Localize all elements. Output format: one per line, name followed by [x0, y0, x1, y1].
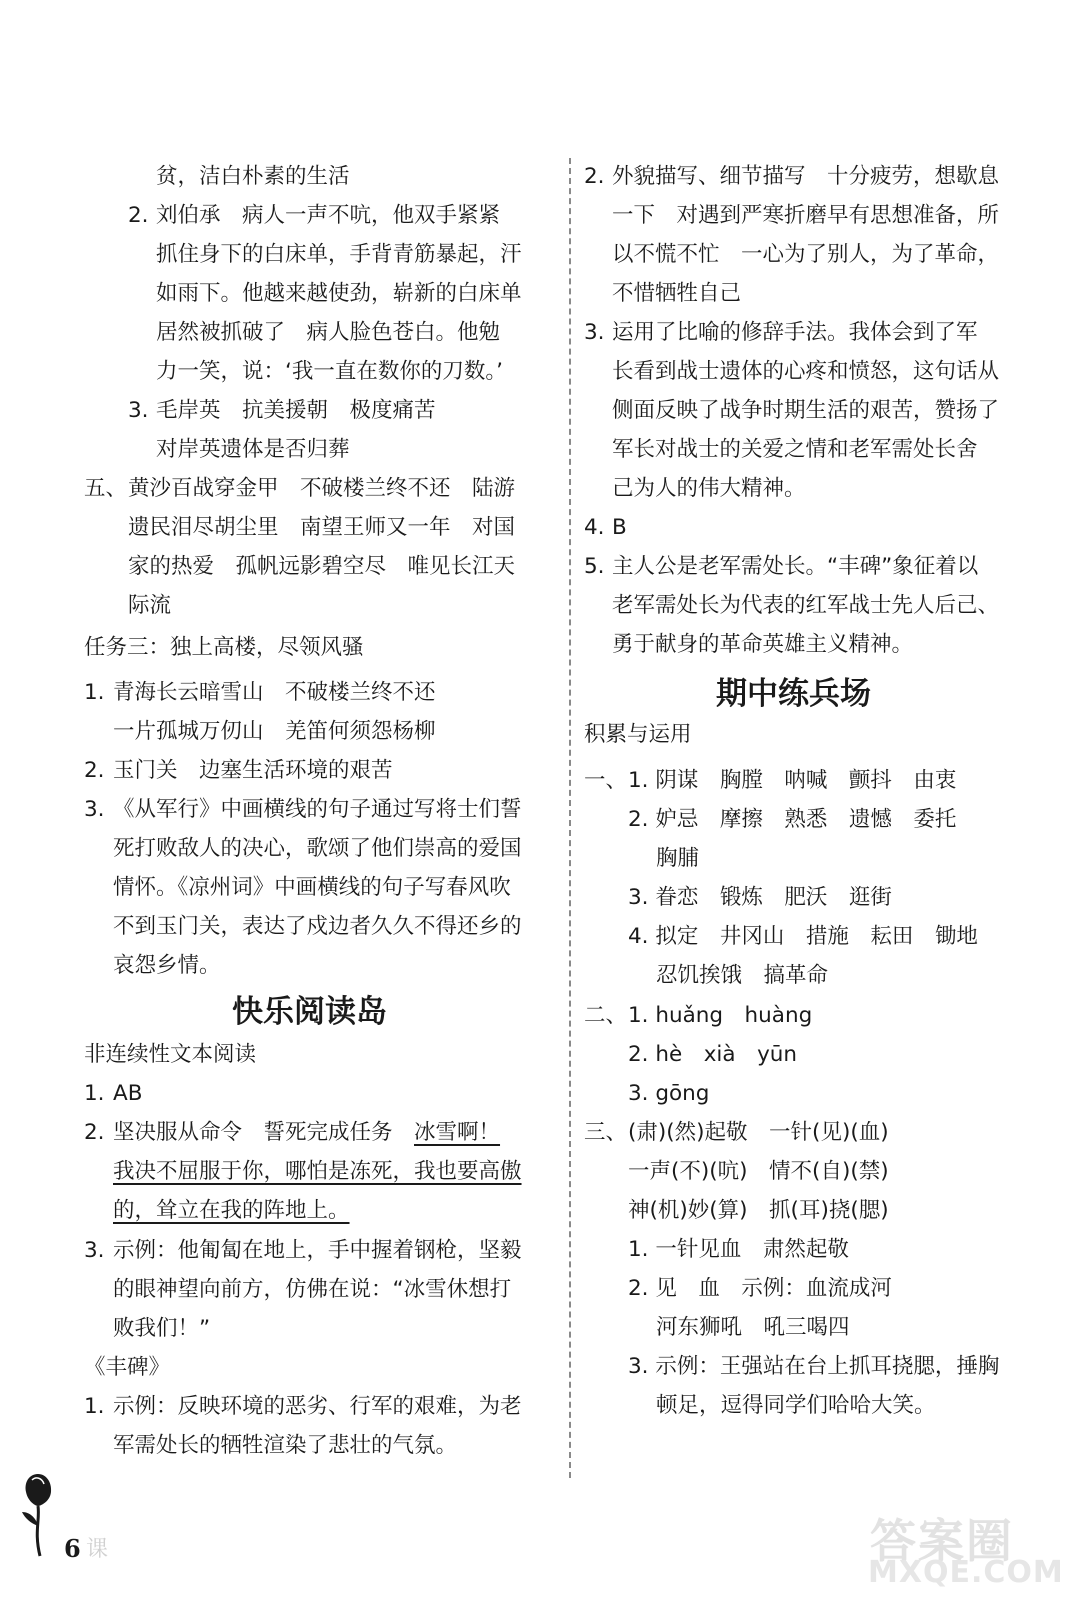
subsection-title: 积累与运用 [584, 722, 692, 747]
text-line: 军长对战士的关爱之情和老军需处长舍 [612, 437, 978, 462]
text-line: 家的热爱 孤帆远影碧空尽 唯见长江天 [128, 554, 516, 579]
text-line: 1. 一针见血 肃然起敬 [628, 1237, 849, 1262]
item-number: 3. [128, 398, 149, 423]
item-number: 4. [584, 515, 605, 540]
text-segment: 坚决服从命令 誓死完成任务 [113, 1120, 415, 1145]
item-number: 2. [128, 203, 149, 228]
text-line: B [612, 515, 627, 540]
subsection-title: 非连续性文本阅读 [84, 1042, 257, 1067]
text-line: 以不慌不忙 一心为了别人，为了革命， [612, 242, 1000, 267]
text-line: 胸脯 [656, 846, 700, 871]
item-number: 2. [584, 164, 605, 189]
text-line: 2. 妒忌 摩擦 熟悉 遗憾 委托 [628, 807, 957, 832]
text-line: 不惜牺牲自己 [612, 281, 742, 306]
underlined-text: 的，耸立在我的阵地上。 [113, 1198, 350, 1223]
item-number: 1. [84, 1081, 105, 1106]
text-line: 对岸英遗体是否归葬 [156, 437, 350, 462]
text-line: 黄沙百战穿金甲 不破楼兰终不还 陆游 [128, 476, 516, 501]
rose-icon [18, 1470, 58, 1560]
underlined-text: 我决不屈服于你，哪怕是冻死，我也要高傲 [113, 1159, 522, 1184]
item-number: 1. [84, 680, 105, 705]
text-line: 己为人的伟大精神。 [612, 476, 806, 501]
text-line: 主人公是老军需处长。“丰碑”象征着以 [612, 554, 979, 579]
text-line: AB [113, 1081, 143, 1106]
section-title: 任务三：独上高楼，尽领风骚 [84, 635, 364, 660]
text-line: 示例：他匍匐在地上，手中握着钢枪，坚毅 [113, 1238, 522, 1263]
text-line: 力一笑，说：‘我一直在数你的刀数。’ [156, 359, 503, 384]
text-line: 刘伯承 病人一声不吭，他双手紧紧 [156, 203, 501, 228]
text-line: 老军需处长为代表的红军战士先人后己、 [612, 593, 1000, 618]
text-line: 哀怨乡情。 [113, 953, 221, 978]
text-line: 运用了比喻的修辞手法。我体会到了军 [612, 320, 978, 345]
text-line: 如雨下。他越来越使劲，崭新的白床单 [156, 281, 522, 306]
item-number: 1. [84, 1394, 105, 1419]
column-divider [569, 158, 571, 1478]
text-line: 4. 拟定 井冈山 措施 耘田 锄地 [628, 924, 978, 949]
watermark: 答案圈 [870, 1514, 1014, 1568]
text-line: 3. 示例：王强站在台上抓耳挠腮，捶胸 [628, 1354, 1000, 1379]
text-line: 居然被抓破了 病人脸色苍白。他勉 [156, 320, 501, 345]
section-number: 二、 [584, 1003, 628, 1028]
text-line: 2. 见 血 示例：血流成河 [628, 1276, 892, 1301]
item-number: 2. [84, 758, 105, 783]
text-line: 青海长云暗雪山 不破楼兰终不还 [113, 680, 436, 705]
text-line: 2. hè xià yūn [628, 1042, 798, 1067]
text-line: 3. gōng [628, 1081, 710, 1106]
item-number: 5. [584, 554, 605, 579]
text-line: 长看到战士遗体的心疼和愤怒，这句话从 [612, 359, 1000, 384]
text-line: 一下 对遇到严寒折磨早有思想准备，所 [612, 203, 1000, 228]
text-line: 死打败敌人的决心，歌颂了他们崇高的爱国 [113, 836, 522, 861]
text-line: 勇于献身的革命英雄主义精神。 [612, 632, 914, 657]
text-line: 河东狮吼 吼三喝四 [656, 1315, 850, 1340]
page-number: 6 [64, 1534, 81, 1563]
text-line: 不到玉门关，表达了戍边者久久不得还乡的 [113, 914, 522, 939]
underlined-text: 冰雪啊！ [414, 1120, 501, 1145]
text-line: 顿足，逗得同学们哈哈大笑。 [656, 1393, 936, 1418]
text-line: 忍饥挨饿 搞革命 [656, 963, 829, 988]
text-line: 毛岸英 抗美援朝 极度痛苦 [156, 398, 436, 423]
text-line: (肃)(然)起敬 一针(见)(血) [628, 1120, 889, 1145]
text-line: 神(机)妙(算) 抓(耳)挠(腮) [628, 1198, 889, 1223]
text-line [113, 1118, 500, 1148]
item-number: 3. [84, 1238, 105, 1263]
text-line: 玉门关 边塞生活环境的艰苦 [113, 758, 393, 783]
text-line: 情怀。《凉州词》中画横线的句子写春风吹 [113, 875, 511, 900]
text-line: 遗民泪尽胡尘里 南望王师又一年 对国 [128, 515, 516, 540]
text-line: 示例：反映环境的恶劣、行军的艰难，为老 [113, 1394, 522, 1419]
heading-reading: 快乐阅读岛 [232, 994, 387, 1030]
text-line: 的眼神望向前方，仿佛在说：“冰雪休想打 [113, 1277, 512, 1302]
section-number: 一、 [584, 768, 628, 793]
text-line: 1. huǎng huàng [628, 1003, 813, 1028]
text-line: 《从军行》中画横线的句子通过写将士们誓 [113, 797, 522, 822]
text-line: 一片孤城万仞山 羌笛何须怨杨柳 [113, 719, 436, 744]
section-number: 三、 [584, 1120, 628, 1145]
section-number: 五、 [84, 476, 128, 501]
text-line: 侧面反映了战争时期生活的艰苦，赞扬了 [612, 398, 1000, 423]
text-line: 败我们！” [113, 1316, 211, 1341]
item-number: 2. [84, 1120, 105, 1145]
text-line: 抓住身下的白床单，手背青筋暴起，汗 [156, 242, 522, 267]
subsection-title: 《丰碑》 [84, 1355, 171, 1380]
watermark-url: MXQE.COM [868, 1555, 1064, 1590]
item-number: 3. [584, 320, 605, 345]
text-line: 1. 阴谋 胸膛 呐喊 颤抖 由衷 [628, 768, 957, 793]
text-line: 军需处长的牺牲渲染了悲壮的气氛。 [113, 1433, 458, 1458]
text-line: 外貌描写、细节描写 十分疲劳，想歇息 [612, 164, 1000, 189]
text-line: 3. 眷恋 锻炼 肥沃 逛街 [628, 885, 892, 910]
page-number-decoration: 课 [86, 1537, 109, 1562]
text-line: 一声(不)(吭) 情不(自)(禁) [628, 1159, 889, 1184]
item-number: 3. [84, 797, 105, 822]
heading-midterm: 期中练兵场 [716, 676, 871, 712]
text-line: 际流 [128, 593, 172, 618]
text-line: 贫，洁白朴素的生活 [156, 164, 350, 189]
